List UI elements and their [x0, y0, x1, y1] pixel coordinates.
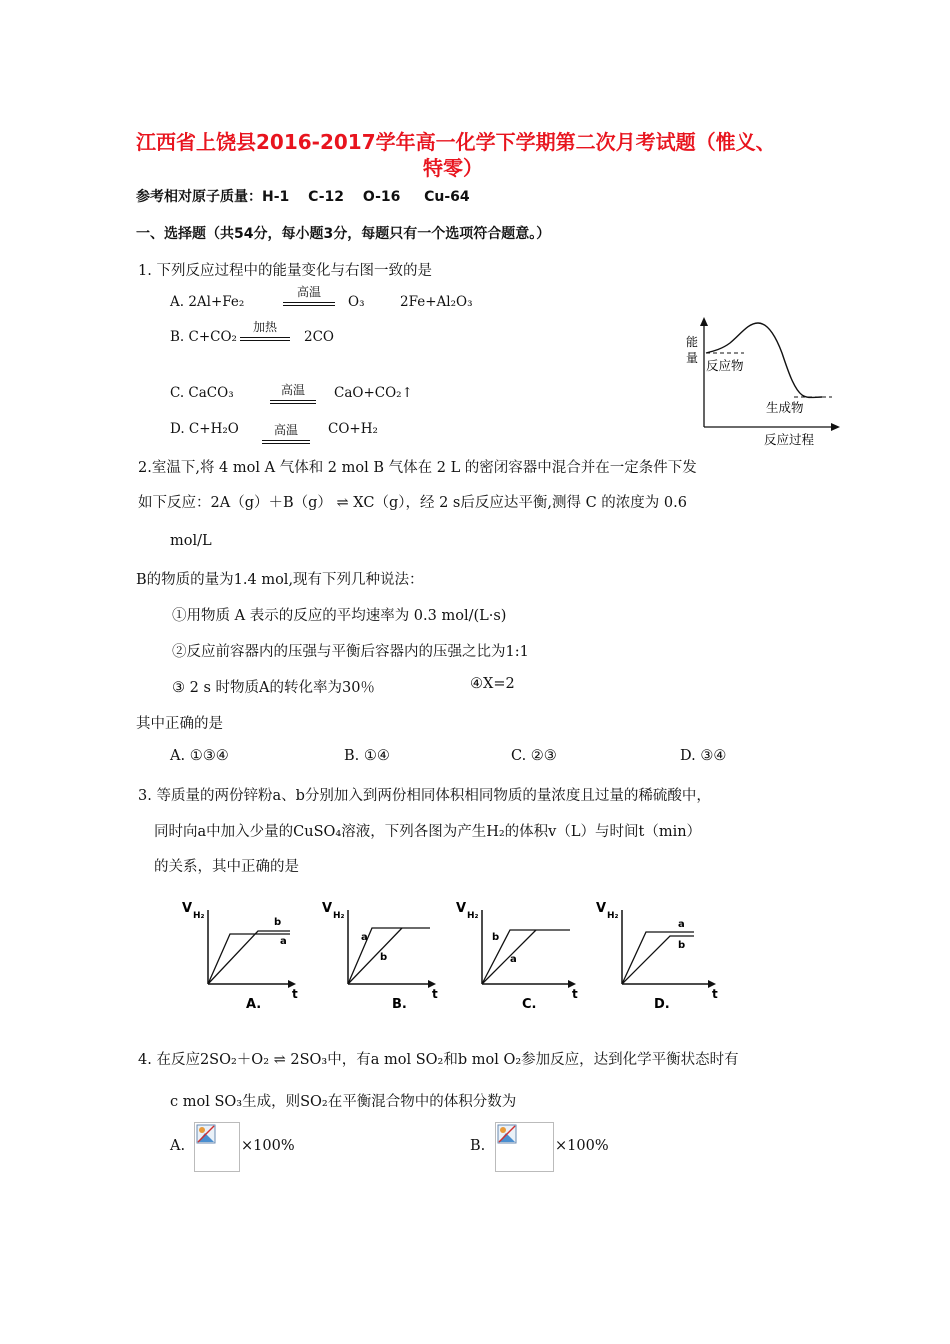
broken-image-icon — [196, 1124, 216, 1144]
q3-graph-c — [452, 894, 580, 1016]
q1-option-a-mid: O₃ — [348, 294, 365, 310]
curve-label-bottom: b — [678, 940, 686, 951]
curve-label-bottom: a — [510, 954, 517, 965]
q3-line-2: 同时向a中加入少量的CuSO₄溶液，下列各图为产生H₂的体积v（L）与时间t（min） — [154, 824, 702, 840]
q3-graph-a — [178, 894, 303, 1016]
q1-option-d-reactants: D. C+H₂O — [170, 421, 239, 437]
axis-v-subscript: H₂ — [193, 911, 205, 921]
axis-v-label: V — [322, 901, 333, 916]
page-title-line-1: 江西省上饶县2016-2017学年高一化学下学期第二次月考试题（惟义、 — [136, 130, 776, 154]
energy-axis-label-1: 能 — [686, 335, 699, 349]
q2-option-b: B. ①④ — [344, 748, 390, 764]
q3-graph-d — [592, 894, 720, 1016]
q2-option-a: A. ①③④ — [170, 748, 229, 764]
q4-line-2: c mol SO₃生成，则SO₂在平衡混合物中的体积分数为 — [170, 1094, 517, 1110]
curve-label-bottom: a — [280, 936, 287, 947]
q2-line-4: B的物质的量为1.4 mol,现有下列几种说法： — [136, 572, 424, 588]
q1-option-d-products: CO+H₂ — [328, 421, 378, 437]
axis-t-label: t — [432, 987, 438, 1001]
axis-t-label: t — [712, 987, 718, 1001]
q1-option-a-reactants: A. 2Al+Fe₂ — [170, 294, 245, 310]
q1-option-b-products: 2CO — [304, 329, 334, 345]
energy-diagram — [682, 315, 842, 447]
axis-v-label: V — [596, 901, 607, 916]
q1-option-c-reactants: C. CaCO₃ — [170, 385, 234, 401]
q1-option-b-condition: 加热 — [240, 318, 290, 341]
q2-statement-3: ③ 2 s 时物质A的转化率为30％ — [172, 680, 375, 696]
q2-statement-4: ④X=2 — [470, 676, 515, 692]
axis-v-subscript: H₂ — [333, 911, 345, 921]
q3-line-1: 3. 等质量的两份锌粉a、b分别加入到两份相同体积相同物质的量浓度且过量的稀硫酸中， — [138, 788, 711, 804]
q2-ask: 其中正确的是 — [136, 716, 223, 732]
q3-graph-b — [318, 894, 443, 1016]
axis-t-label: t — [292, 987, 298, 1001]
graph-label-c: C. — [522, 997, 537, 1012]
axis-t-label: t — [572, 987, 578, 1001]
energy-axis-label-2: 量 — [686, 351, 699, 365]
product-label: 生成物 — [766, 400, 804, 415]
q4-line-1: 4. 在反应2SO₂＋O₂ ⇌ 2SO₃中，有a mol SO₂和b mol O₂参加反应，达到化学平衡状态时有 — [138, 1052, 739, 1068]
curve-label-top: b — [274, 917, 282, 928]
q1-option-a-products: 2Fe+Al₂O₃ — [400, 294, 473, 310]
curve-label-top: b — [492, 932, 500, 943]
curve-label-top: a — [678, 919, 685, 930]
q2-line-1: 2.室温下,将 4 mol A 气体和 2 mol B 气体在 2 L 的密闭容器中混合并在一定条件下发 — [138, 460, 697, 476]
q1-option-b-reactants: B. C+CO₂ — [170, 329, 237, 345]
q1-option-a-condition: 高温 — [283, 283, 335, 306]
q2-statement-1: ①用物质 A 表示的反应的平均速率为 0.3 mol/(L·s) — [172, 608, 507, 624]
q2-statement-2: ②反应前容器内的压强与平衡后容器内的压强之比为1:1 — [172, 644, 529, 660]
axis-v-label: V — [456, 901, 467, 916]
reactant-label: 反应物 — [706, 358, 744, 373]
q1-option-c-condition: 高温 — [270, 381, 316, 404]
q4-option-a-formula-image — [194, 1122, 240, 1172]
reaction-process-label: 反应过程 — [764, 432, 815, 447]
atomic-mass-reference: 参考相对原子质量：H-1 C-12 O-16 Cu-64 — [136, 189, 470, 205]
graph-label-b: B. — [392, 997, 407, 1012]
curve-label-top: a — [361, 932, 368, 943]
q1-option-c-products: CaO+CO₂↑ — [334, 385, 413, 401]
q4-option-b-tail: ×100% — [555, 1138, 609, 1154]
graph-label-d: D. — [654, 997, 670, 1012]
axis-v-subscript: H₂ — [607, 911, 619, 921]
graph-label-a: A. — [246, 997, 262, 1012]
q4-option-a-tail: ×100% — [241, 1138, 295, 1154]
page-title-line-2: 特零） — [423, 156, 483, 180]
q2-option-c: C. ②③ — [511, 748, 557, 764]
q4-option-b-label: B. — [470, 1138, 486, 1154]
broken-image-icon — [497, 1124, 517, 1144]
q4-option-a-label: A. — [170, 1138, 186, 1154]
curve-label-bottom: b — [380, 952, 388, 963]
q1-option-d-condition: 高温 — [262, 421, 310, 444]
q4-option-b-formula-image — [495, 1122, 554, 1172]
q3-line-3: 的关系，其中正确的是 — [154, 859, 299, 875]
q2-option-d: D. ③④ — [680, 748, 727, 764]
section-heading: 一、选择题（共54分，每小题3分，每题只有一个选项符合题意。） — [136, 226, 551, 242]
q1-stem: 1. 下列反应过程中的能量变化与右图一致的是 — [138, 263, 432, 279]
q2-line-3: mol/L — [170, 533, 212, 549]
axis-v-label: V — [182, 901, 193, 916]
q2-line-2: 如下反应：2A（g）＋B（g） ⇌ XC（g），经 2 s后反应达平衡,测得 C 的浓度为 0.6 — [138, 495, 687, 511]
axis-v-subscript: H₂ — [467, 911, 479, 921]
